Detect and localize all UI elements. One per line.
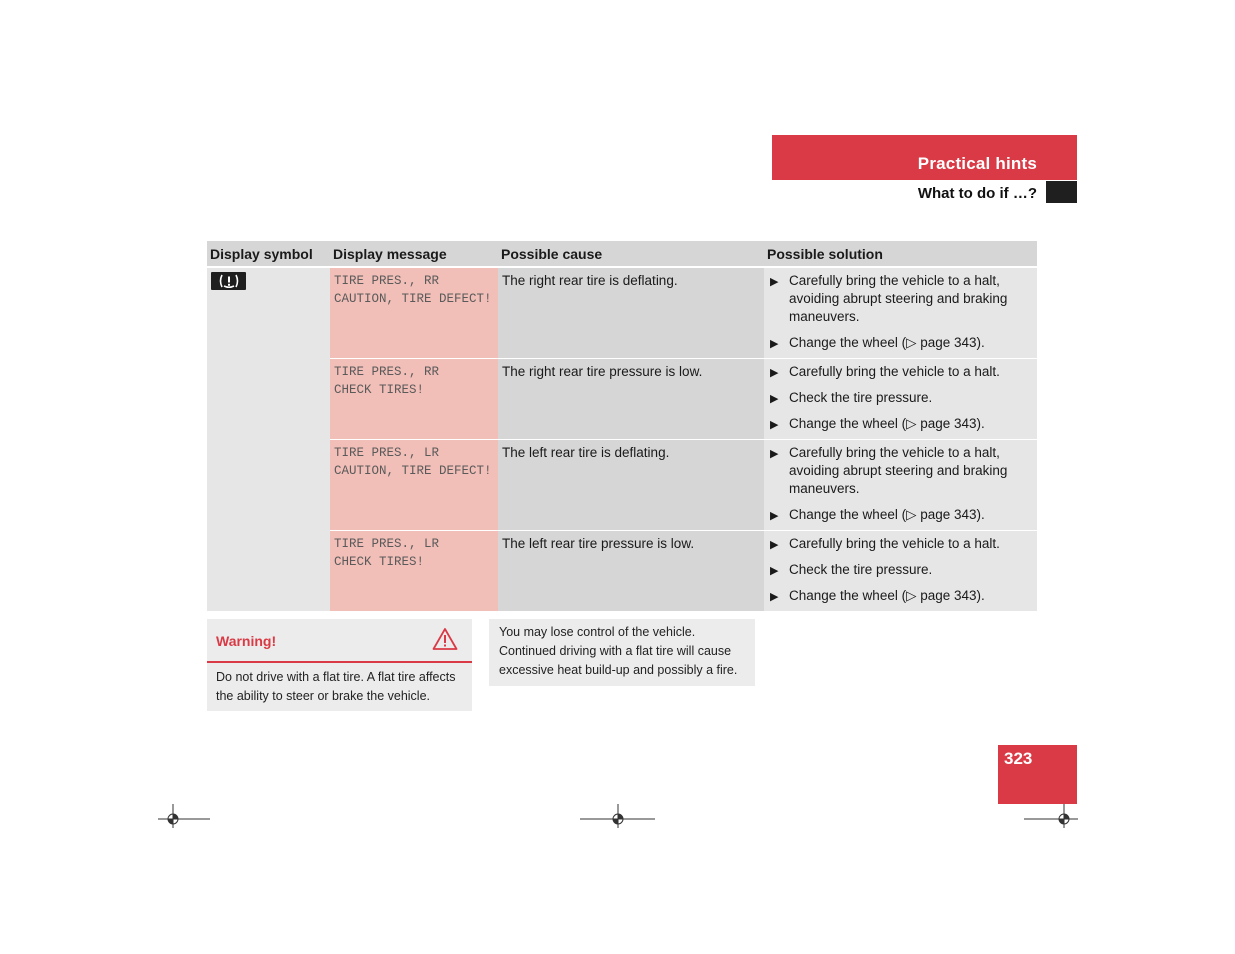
message-line: CHECK TIRES! bbox=[334, 383, 425, 397]
page-number-tab bbox=[998, 745, 1077, 804]
solution-step bbox=[768, 334, 1033, 352]
message-line: TIRE PRES., RR bbox=[334, 365, 440, 379]
possible-cause-cell: The left rear tire is deflating. bbox=[498, 440, 764, 531]
table-row bbox=[207, 440, 1037, 531]
solution-step bbox=[768, 272, 1033, 326]
subsection-marker bbox=[1046, 181, 1077, 203]
bullet-arrow-icon: ▶ bbox=[770, 539, 779, 551]
column-header-message: Display message bbox=[330, 241, 498, 267]
bullet-arrow-icon: ▶ bbox=[770, 448, 779, 460]
solution-step-text: Carefully bring the vehicle to a halt. bbox=[789, 536, 1000, 551]
solution-step-text: Carefully bring the vehicle to a halt, avoiding abrupt steering and braking maneuvers. bbox=[789, 273, 1008, 324]
info-box bbox=[489, 619, 755, 686]
bullet-arrow-icon: ▶ bbox=[770, 419, 779, 431]
display-message-cell bbox=[330, 531, 498, 612]
solution-step-text: Check the tire pressure. bbox=[789, 562, 933, 577]
possible-solution-cell bbox=[764, 440, 1037, 531]
possible-solution-cell bbox=[764, 267, 1037, 359]
warning-text: Do not drive with a flat tire. A flat tire affects the ability to steer or brake the vehicle. bbox=[216, 670, 456, 703]
warning-box bbox=[207, 619, 472, 711]
solution-step-text: Change the wheel (▷ page 343). bbox=[789, 335, 985, 350]
column-header-cause: Possible cause bbox=[498, 241, 764, 267]
table-header-row bbox=[207, 241, 1037, 267]
possible-cause-cell: The right rear tire is deflating. bbox=[498, 267, 764, 359]
display-message-cell bbox=[330, 440, 498, 531]
subsection-title: What to do if …? bbox=[917, 185, 1037, 202]
solution-step-text: Check the tire pressure. bbox=[789, 390, 933, 405]
table-row bbox=[207, 531, 1037, 612]
column-header-solution: Possible solution bbox=[764, 241, 1037, 267]
info-text: You may lose control of the vehicle. Continued driving with a flat tire will cause excessive heat build-up and possibly a fire. bbox=[499, 625, 738, 677]
registration-mark-icon bbox=[1022, 800, 1082, 830]
possible-cause-cell: The left rear tire pressure is low. bbox=[498, 531, 764, 612]
message-line: CAUTION, TIRE DEFECT! bbox=[334, 464, 492, 478]
column-header-symbol: Display symbol bbox=[207, 241, 330, 267]
solution-step bbox=[768, 587, 1033, 605]
page-number: 323 bbox=[1004, 749, 1033, 768]
display-symbol-cell bbox=[207, 267, 330, 612]
solution-step bbox=[768, 444, 1033, 498]
bullet-arrow-icon: ▶ bbox=[770, 510, 779, 522]
solution-step-text: Carefully bring the vehicle to a halt. bbox=[789, 364, 1000, 379]
section-title: Practical hints bbox=[917, 154, 1037, 173]
bullet-arrow-icon: ▶ bbox=[770, 565, 779, 577]
table-row bbox=[207, 359, 1037, 440]
possible-solution-cell bbox=[764, 359, 1037, 440]
solution-step-text: Change the wheel (▷ page 343). bbox=[789, 416, 985, 431]
message-line: TIRE PRES., LR bbox=[334, 446, 440, 460]
tire-pressure-warning-icon bbox=[211, 272, 246, 290]
display-message-cell bbox=[330, 359, 498, 440]
solution-step-text: Carefully bring the vehicle to a halt, avoiding abrupt steering and braking maneuvers. bbox=[789, 445, 1008, 496]
message-line: CAUTION, TIRE DEFECT! bbox=[334, 292, 492, 306]
message-line: CHECK TIRES! bbox=[334, 555, 425, 569]
bullet-arrow-icon: ▶ bbox=[770, 591, 779, 603]
solution-step bbox=[768, 506, 1033, 524]
solution-step-text: Change the wheel (▷ page 343). bbox=[789, 588, 985, 603]
solution-step-text: Change the wheel (▷ page 343). bbox=[789, 507, 985, 522]
bullet-arrow-icon: ▶ bbox=[770, 367, 779, 379]
solution-step bbox=[768, 415, 1033, 433]
message-line: TIRE PRES., LR bbox=[334, 537, 440, 551]
warning-triangle-icon bbox=[432, 627, 458, 656]
message-line: TIRE PRES., RR bbox=[334, 274, 440, 288]
section-header-bar bbox=[772, 135, 1077, 180]
warning-header bbox=[207, 619, 472, 663]
display-messages-table bbox=[207, 241, 1037, 612]
solution-step bbox=[768, 535, 1033, 553]
possible-solution-cell bbox=[764, 531, 1037, 612]
display-message-cell bbox=[330, 267, 498, 359]
registration-mark-icon bbox=[156, 800, 212, 830]
registration-mark-icon bbox=[578, 800, 658, 830]
bullet-arrow-icon: ▶ bbox=[770, 276, 779, 288]
solution-step bbox=[768, 389, 1033, 407]
possible-cause-cell: The right rear tire pressure is low. bbox=[498, 359, 764, 440]
solution-step bbox=[768, 561, 1033, 579]
bullet-arrow-icon: ▶ bbox=[770, 338, 779, 350]
table-row bbox=[207, 267, 1037, 359]
bullet-arrow-icon: ▶ bbox=[770, 393, 779, 405]
solution-step bbox=[768, 363, 1033, 381]
warning-label: Warning! bbox=[216, 633, 277, 649]
